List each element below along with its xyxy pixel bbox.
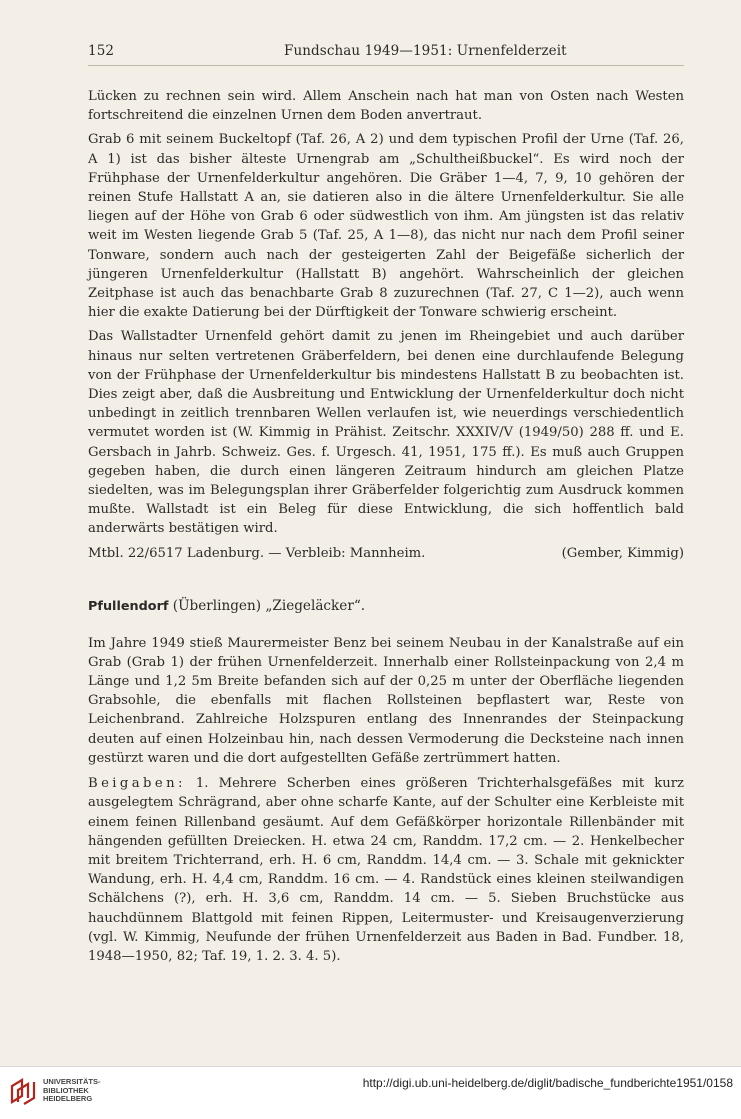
paragraph-3: Das Wallstadter Urnenfeld gehört damit zu jenen im Rheingebiet und auch darüber hinaus nur selten vertretenen Gräberfeldern, bei denen eine durchlaufende Belegung von der Frühphase der Urnenfelderkultur bis mindestens Hallstatt B zu beobachten ist. Dies zeigt aber, daß die Ausbreitung und Entwicklung der Urnenfelderkultur doch nicht unbedingt in zeitlich trennbaren Wellen verlaufen ist, wie neuerdings verschiedentlich vermutet worden ist (W. Kimmig in Prähist. Zeitschr. XXXIV/V (1949/50) 288 ff. und E. Gersbach in Jahrb. Schweiz. Ges. f. Urgesch. 41, 1951, 175 ff.). Es muß auch Gruppen gegeben haben, die durch einen längeren Zeitraum hindurch am gleichen Platze siedelten, was im Belegungsplan ihrer Gräberfelder folgerichtig zum Ausdruck kommen mußte. Wallstadt ist ein Beleg für diese Entwicklung, die sich hoffentlich bald anderwärts bestätigen wird. — [88, 329, 684, 537]
library-name — [43, 1078, 101, 1104]
library-line-1: UNIVERSITÄTS- — [43, 1077, 101, 1086]
site-location: (Überlingen) „Ziegeläcker“. — [168, 597, 366, 614]
beigaben-label: Beigaben: — [88, 776, 186, 792]
beigaben-paragraph — [88, 774, 684, 966]
signature-line — [88, 544, 684, 563]
map-sheet-reference: Mtbl. 22/6517 Ladenburg. — Verbleib: Mannheim. — [88, 545, 426, 561]
paragraph-2: Grab 6 mit seinem Buckeltopf (Taf. 26, A 2) und dem typischen Profil der Urne (Taf. 26, A 1) ist das bisher älteste Urnengrab am „Schultheißbuckel“. Es wird noch der Frühphase der Urnenfelderkultur angehören. Die Gräber 1—4, 7, 9, 10 gehören der reinen Stufe Hallstatt A an, sie datieren also in die ältere Urnenfelderkultur. Sie alle liegen auf der Höhe von Grab 6 oder südwestlich von ihm. Am jüngsten ist das relativ weit im Westen liegende Grab 5 (Taf. 25, A 1—8), das nicht nur nach dem Profil seiner Tonware, sondern auch nach der gesteigerten Zahl der Beigefäße sicherlich der jüngeren Urnenfelderkultur (Hallstatt B) angehört. Wahrscheinlich der gleichen Zeitphase ist auch das benachbarte Grab 8 zuzurechnen (Taf. 27, C 1—2), auch wenn hier die exakte Datierung bei der Dürftigkeit der Tonware schwierig erscheint. — [88, 132, 684, 321]
page-header — [88, 43, 684, 66]
digitization-footer — [0, 1066, 741, 1119]
page-body — [88, 87, 684, 966]
library-line-3: HEIDELBERG — [43, 1094, 93, 1103]
site-paragraph: Im Jahre 1949 stieß Maurermeister Benz bei seinem Neubau in der Kanalstraße auf ein Grab (Grab 1) der frühen Urnenfelderzeit. Innerhalb einer Rollsteinpackung von 2,4 m Länge und 1,2 5m Breite befanden sich auf der 0,25 m unter der Oberfläche liegenden Grabsohle, die ebenfalls mit flachen Rollsteinen bepflastert war, Reste von Leichenbrand. Zahlreiche Holzspuren entlang des Innenrandes der Steinpackung deuten auf einen Holzeinbau hin, nach dessen Vermoderung die Decksteine nach innen gestürzt waren und die dort aufgestellten Gefäße zertrümmert hatten. — [88, 635, 684, 766]
authors: (Gember, Kimmig) — [561, 545, 684, 561]
page-number: 152 — [88, 43, 115, 59]
running-head: Fundschau 1949—1951: Urnenfelderzeit — [284, 43, 567, 59]
university-library-logo-icon — [8, 1076, 38, 1106]
paragraph-1: Lücken zu rechnen sein wird. Allem Anschein nach hat man von Osten nach Westen fortschreitend die einzelnen Urnen dem Boden anvertraut. — [88, 89, 684, 124]
site-name: Pfullendorf — [88, 598, 169, 614]
source-url-link[interactable]: http://digi.ub.uni-heidelberg.de/diglit/badische_fundberichte1951/0158 — [362, 1076, 733, 1090]
site-heading — [88, 596, 684, 617]
beigaben-text: 1. Mehrere Scherben eines größeren Trichterhalsgefäßes mit kurz ausgelegtem Schrägrand, aber ohne scharfe Kante, auf der Schulter eine Kerbleiste mit einem feinen Rillenband gesäumt. Auf dem Gefäßkörper horizontale Rillenbänder mit hängenden gefüllten Dreiecken. H. etwa 24 cm, Randdm. 17,2 cm. — 2. Henkelbecher mit breitem Trichterrand, erh. H. 6 cm, Randdm. 14,4 cm. — 3. Schale mit geknickter Wandung, erh. H. 4,4 cm, Randdm. 16 cm. — 4. Randstück eines kleinen steilwandigen Schälchens (?), erh. H. 3,6 cm, Randdm. 14 cm. — 5. Sieben Bruchstücke aus hauchdünnem Blattgold mit feinen Rippen, Leitermuster- und Kreisaugenverzierung (vgl. W. Kimmig, Neufunde der frühen Urnenfelderzeit aus Baden in Bad. Fundber. 18, 1948—1950, 82; Taf. 19, 1. 2. 3. 4. 5). — [88, 776, 684, 964]
library-line-2: BIBLIOTHEK — [43, 1085, 89, 1095]
